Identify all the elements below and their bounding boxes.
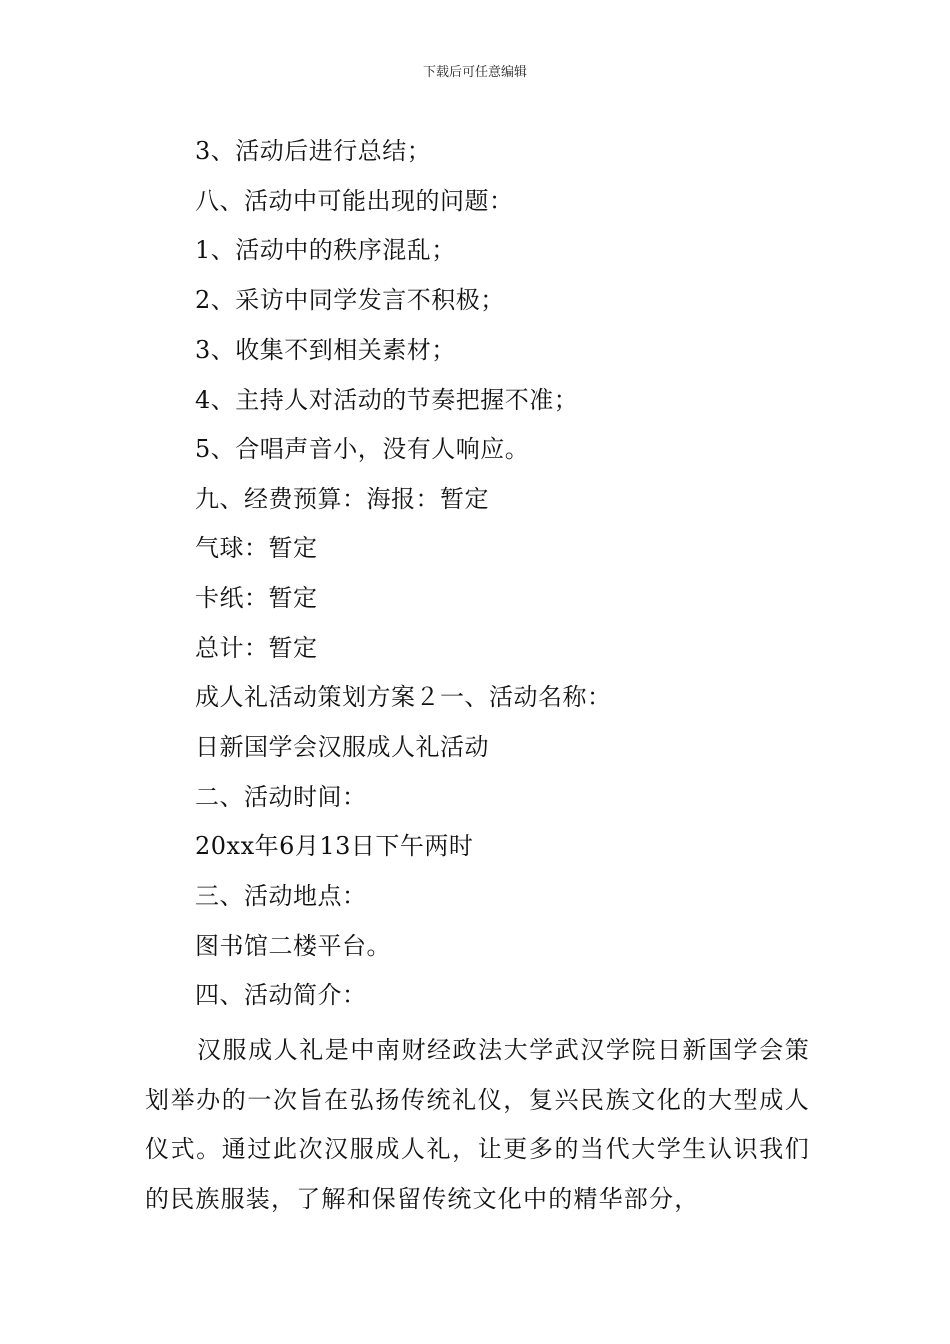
- text-line: 20xx年6月13日下午两时: [195, 832, 474, 860]
- text-line: 1、活动中的秩序混乱；: [195, 236, 456, 264]
- text-line: 气球：暂定: [195, 534, 318, 562]
- text-line: 日新国学会汉服成人礼活动: [195, 733, 489, 761]
- page-header-note: 下载后可任意编辑: [422, 65, 527, 80]
- section-heading: 三、活动地点：: [195, 882, 367, 910]
- body-paragraph: 汉服成人礼是中南财经政法大学武汉学院日新国学会策划举办的一次旨在弘扬传统礼仪，复兴民族文化的大型成人仪式。通过此次汉服成人礼，让更多的当代大学生认识我们的民族服装，了解和保留传统文化中的精华部分，: [145, 1036, 810, 1214]
- section-heading: 成人礼活动策划方案２一、活动名称：: [195, 683, 612, 711]
- text-line: 卡纸：暂定: [195, 584, 318, 612]
- section-heading: 四、活动简介：: [195, 981, 367, 1009]
- section-heading: 八、活动中可能出现的问题：: [195, 187, 514, 215]
- text-line: 5、合唱声音小，没有人响应。: [195, 435, 530, 463]
- text-line: 图书馆二楼平台。: [195, 932, 391, 960]
- text-line: 3、收集不到相关素材；: [195, 336, 456, 364]
- text-line: 4、主持人对活动的节奏把握不准；: [195, 386, 579, 414]
- text-line: 总计：暂定: [195, 634, 318, 662]
- section-heading: 九、经费预算：海报：暂定: [195, 485, 489, 513]
- text-line: 3、活动后进行总结；: [195, 137, 432, 165]
- section-heading: 二、活动时间：: [195, 783, 367, 811]
- text-line: 2、采访中同学发言不积极；: [195, 286, 505, 314]
